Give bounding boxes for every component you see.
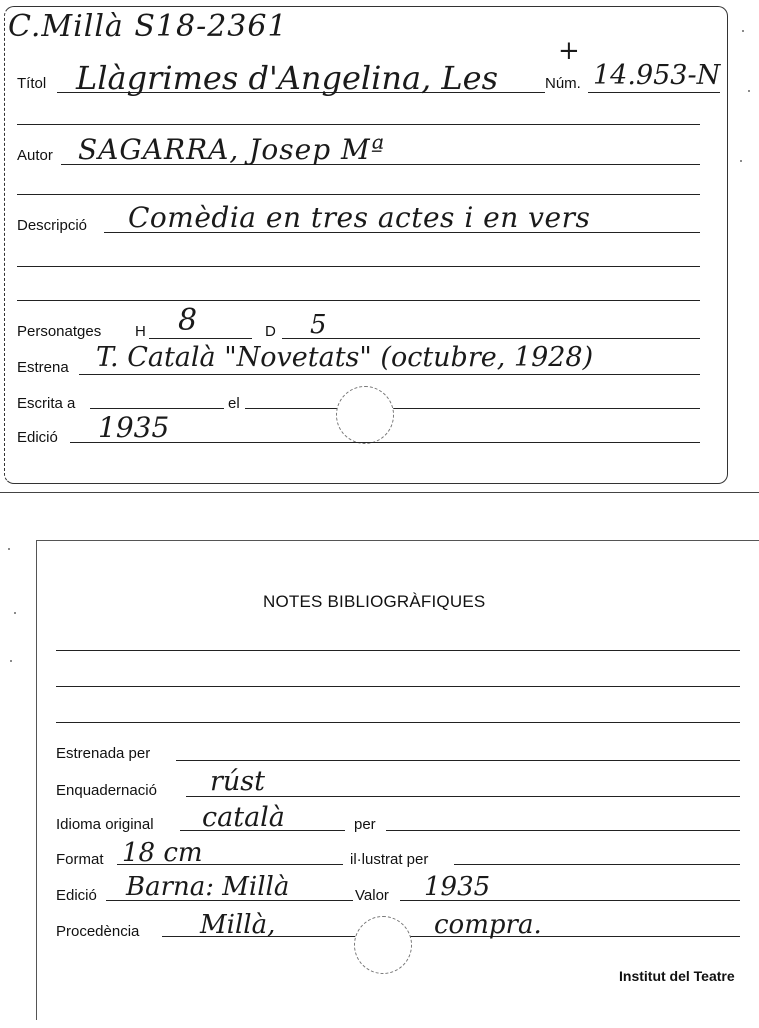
value-value: 1935 <box>424 872 491 902</box>
characters-men-line <box>149 338 252 339</box>
call-number: C.Millà S18-2361 <box>8 9 288 44</box>
scan-speck <box>10 660 12 662</box>
characters-label: Personatges <box>17 323 102 340</box>
characters-women-line <box>282 338 700 339</box>
scan-speck <box>742 30 744 32</box>
author-label: Autor <box>17 147 53 164</box>
description-label: Descripció <box>17 217 88 234</box>
written-date-label: el <box>228 395 240 412</box>
number-value: 14.953-N <box>593 60 721 91</box>
binding-value: rúst <box>210 766 266 797</box>
number-line <box>588 92 720 93</box>
written-date-line <box>245 408 700 409</box>
premiere-line <box>79 374 700 375</box>
provenance-label: Procedència <box>56 923 140 940</box>
illustrated-by-label: il·lustrat per <box>350 851 429 868</box>
punch-hole-bottom <box>354 916 412 974</box>
description-line-3 <box>17 300 700 301</box>
description-value: Comèdia en tres actes i en vers <box>128 201 591 234</box>
format-label: Format <box>56 851 104 868</box>
title-label: Títol <box>17 75 47 92</box>
title-continuation-line <box>17 124 700 125</box>
characters-men-label: H <box>135 323 146 340</box>
publication-label: Edició <box>56 887 97 904</box>
title-value: Llàgrimes d'Angelina, Les <box>76 59 498 97</box>
premiere-label: Estrena <box>17 359 69 376</box>
notes-line-3 <box>56 722 740 723</box>
edition-label: Edició <box>17 429 58 446</box>
edition-value: 1935 <box>98 411 170 444</box>
scan-speck <box>14 612 16 614</box>
characters-men-value: 8 <box>178 303 198 338</box>
author-value: SAGARRA, Josep Mª <box>78 133 385 166</box>
format-value: 18 cm <box>122 838 203 868</box>
punch-hole-top <box>336 386 394 444</box>
binding-line <box>186 796 740 797</box>
institution-footer: Institut del Teatre <box>619 968 735 984</box>
binding-label: Enquadernació <box>56 782 157 799</box>
translator-label: per <box>354 816 376 833</box>
scan-speck <box>748 90 750 92</box>
illustrated-by-line <box>454 864 740 865</box>
original-language-value: català <box>202 802 285 833</box>
provenance-note: compra. <box>434 910 542 940</box>
original-language-label: Idioma original <box>56 816 154 833</box>
card-back-top-edge <box>36 540 759 541</box>
written-in-line <box>90 408 224 409</box>
plus-mark: + <box>558 36 580 66</box>
premiere-value: T. Català "Novetats" (octubre, 1928) <box>96 342 594 373</box>
notes-line-2 <box>56 686 740 687</box>
notes-line-1 <box>56 650 740 651</box>
premiered-by-line <box>176 760 740 761</box>
value-label: Valor <box>355 887 389 904</box>
author-continuation-line <box>17 194 700 195</box>
bibliographic-notes-heading: NOTES BIBLIOGRÀFIQUES <box>263 592 486 611</box>
translator-line <box>386 830 740 831</box>
publication-value: Barna: Millà <box>126 872 290 902</box>
written-in-label: Escrita a <box>17 395 76 412</box>
card-separator <box>0 492 759 493</box>
scan-speck <box>740 160 742 162</box>
characters-women-label: D <box>265 323 276 340</box>
description-line-2 <box>17 266 700 267</box>
premiered-by-label: Estrenada per <box>56 745 151 762</box>
characters-women-value: 5 <box>310 310 327 340</box>
number-label: Núm. <box>545 75 581 92</box>
scan-speck <box>8 548 10 550</box>
provenance-value: Millà, <box>200 910 276 940</box>
